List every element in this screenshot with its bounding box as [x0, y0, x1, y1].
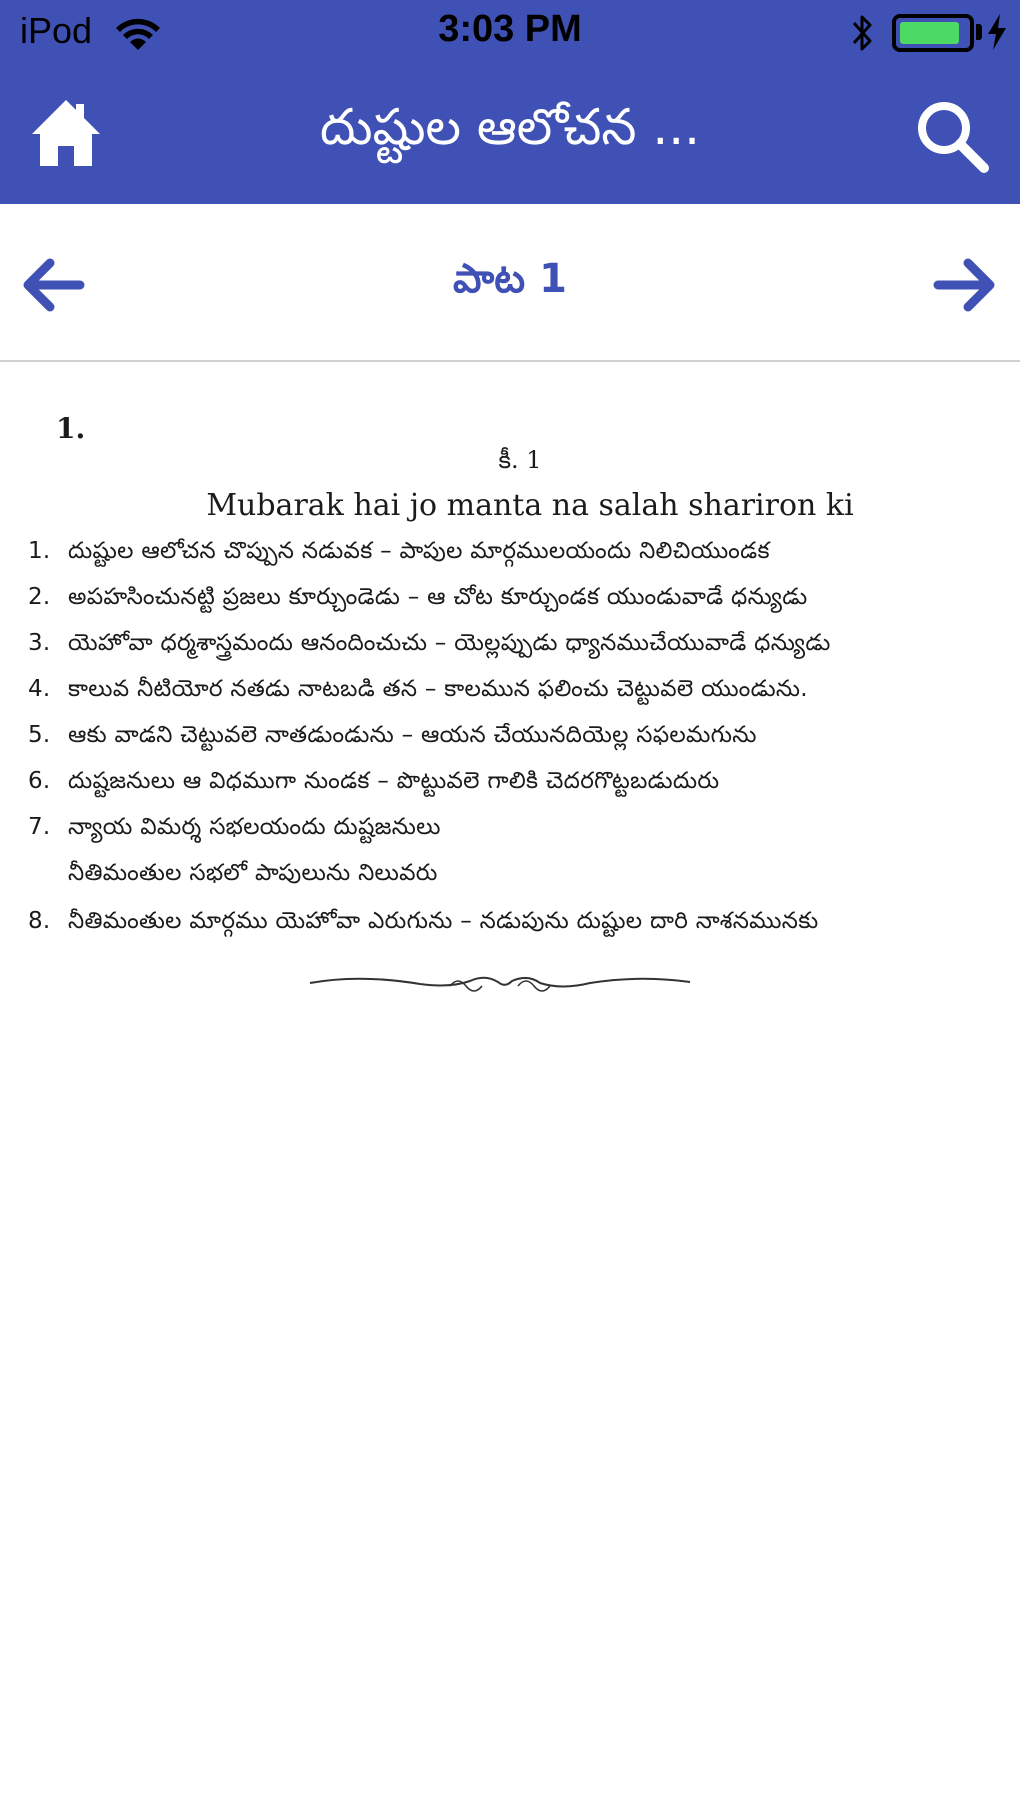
- verse-text: అపహసించునట్టి ప్రజలు కూర్చుండెడు – ఆ చోట కూర్చుండక యుండువాడే ధన్యుడు: [68, 584, 808, 610]
- verse-number: 4.: [28, 676, 51, 702]
- app-header: [0, 0, 1020, 204]
- verse-number: 5.: [28, 722, 51, 748]
- arrow-right-icon[interactable]: [930, 250, 1000, 320]
- song-index: 1.: [56, 412, 86, 445]
- verse-number: 3.: [28, 630, 51, 656]
- status-device-name: iPod: [20, 10, 93, 51]
- verse-text: యెహోవా ధర్మశాస్త్రమందు ఆనందించుచు – యెల్లప్పుడు ధ్యానముచేయువాడే ధన్యుడు: [68, 630, 831, 656]
- battery-level: [900, 22, 959, 44]
- verse-line: [28, 584, 808, 616]
- song-subtitle: Mubarak hai jo manta na salah shariron ki: [206, 488, 854, 523]
- chapter-nav: [0, 204, 1020, 362]
- verse-continuation: నీతిమంతుల సభలో పాపులును నిలువరు: [68, 860, 438, 886]
- verse-line: [28, 908, 818, 940]
- status-bar: [0, 0, 1020, 66]
- verse-line: [28, 538, 770, 570]
- chapter-label: పాట 1: [453, 256, 567, 302]
- verse-number: 6.: [28, 768, 51, 794]
- verse-number: 7.: [28, 814, 51, 840]
- song-reference: కీ. 1: [498, 446, 542, 474]
- verse-line: [28, 630, 831, 662]
- ornament-divider: [300, 968, 700, 998]
- verse-number: 1.: [28, 538, 51, 564]
- verse-line: [28, 814, 441, 846]
- home-icon[interactable]: [28, 94, 104, 174]
- arrow-left-icon[interactable]: [18, 250, 88, 320]
- verse-number: 2.: [28, 584, 51, 610]
- battery-tip: [976, 24, 982, 40]
- verse-line: [28, 676, 808, 708]
- battery-icon: [892, 14, 974, 52]
- verse-text: దుష్టుల ఆలోచన చొప్పున నడువక – పాపుల మార్గములయందు నిలిచియుండక: [68, 538, 770, 564]
- verse-text: కాలువ నీటియోర నతడు నాటబడి తన – కాలమున ఫలించు చెట్టువలె యుండును.: [68, 676, 808, 702]
- song-page: [10, 368, 1010, 998]
- verse-line: [28, 768, 719, 800]
- verse-text: నీతిమంతుల మార్గము యెహోవా ఎరుగును – నడుపును దుష్టుల దారి నాశనమునకు: [68, 908, 819, 934]
- page-title: దుష్టుల ఆలోచన ...: [319, 98, 701, 156]
- charging-bolt-icon: [984, 12, 1010, 52]
- search-icon[interactable]: [912, 96, 992, 176]
- bluetooth-icon: [848, 12, 876, 54]
- verse-text: ఆకు వాడని చెట్టువలె నాతడుండును – ఆయన చేయునదియెల్ల సఫలమగును: [68, 722, 757, 748]
- verse-text: న్యాయ విమర్శ సభలయందు దుష్టజనులు: [68, 814, 441, 840]
- verse-line: [28, 722, 757, 754]
- verse-number: 8.: [28, 908, 51, 934]
- verse-text: దుష్టజనులు ఆ విధముగా నుండక – పొట్టువలె గాలికి చెదరగొట్టబడుదురు: [68, 768, 720, 794]
- status-time: 3:03 PM: [438, 8, 582, 50]
